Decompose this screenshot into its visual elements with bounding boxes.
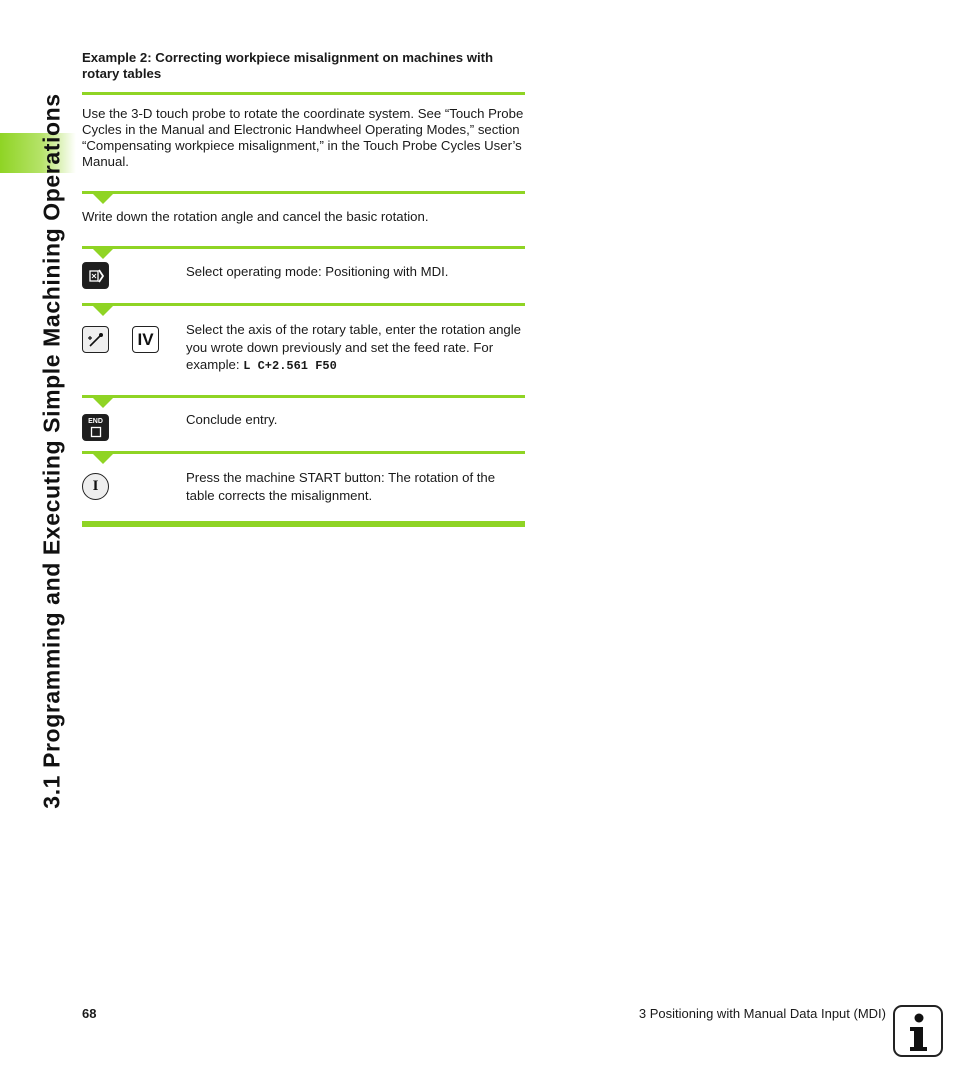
step-marker [92, 305, 114, 316]
step-text-conclude: Conclude entry. [186, 412, 278, 427]
end-key [82, 414, 109, 441]
info-icon [893, 1005, 943, 1057]
end-key-icon [90, 426, 102, 438]
step-text-write-down: Write down the rotation angle and cancel the basic rotation. [82, 209, 429, 224]
info-glyph [895, 1007, 941, 1055]
section-end-rule [82, 521, 525, 527]
intro-paragraph: Use the 3-D touch probe to rotate the coordinate system. See “Touch Probe Cycles in the Manual and Electronic Handwheel Operating Modes,” section “Compensating workpiece misalignment,” in the Touch Probe Cycles User’s Manual. [82, 106, 524, 169]
step-divider [82, 191, 525, 194]
step-text-rotary-axis-body: Select the axis of the rotary table, enter the rotation angle you wrote down previously and set the feed rate. For example: [186, 322, 522, 372]
axis-key-icon [86, 330, 106, 350]
page-number: 68 [82, 1006, 97, 1021]
machine-start-label: I [92, 478, 99, 494]
step-text-select-mode: Select operating mode: Positioning with MDI. [186, 264, 449, 279]
nc-example-code: L C+2.561 F50 [243, 359, 337, 373]
positioning-mdi-key [82, 262, 109, 289]
divider [82, 92, 525, 95]
step-marker [92, 397, 114, 408]
step-text-rotary-axis [186, 321, 524, 376]
step-marker [92, 193, 114, 204]
machine-start-icon [82, 473, 109, 500]
axis-iv-label: IV [137, 329, 154, 349]
step-divider [82, 395, 525, 398]
step-text-machine-start: Press the machine START button: The rotation of the table corrects the misalignment. [186, 470, 496, 503]
section-side-title: 3.1 Programming and Executing Simple Machining Operations [38, 93, 65, 809]
step-divider [82, 246, 525, 249]
step-divider [82, 303, 525, 306]
step-divider [82, 451, 525, 454]
positioning-mdi-icon [86, 267, 106, 285]
axis-iv-key [132, 326, 159, 353]
step-marker [92, 248, 114, 259]
chapter-footer: 3 Positioning with Manual Data Input (MDI) [638, 1006, 886, 1021]
axis-select-key [82, 326, 109, 353]
step-marker [92, 453, 114, 464]
end-key-label: END [88, 418, 103, 425]
example-heading: Example 2: Correcting workpiece misalignment on machines with rotary tables [82, 50, 494, 81]
